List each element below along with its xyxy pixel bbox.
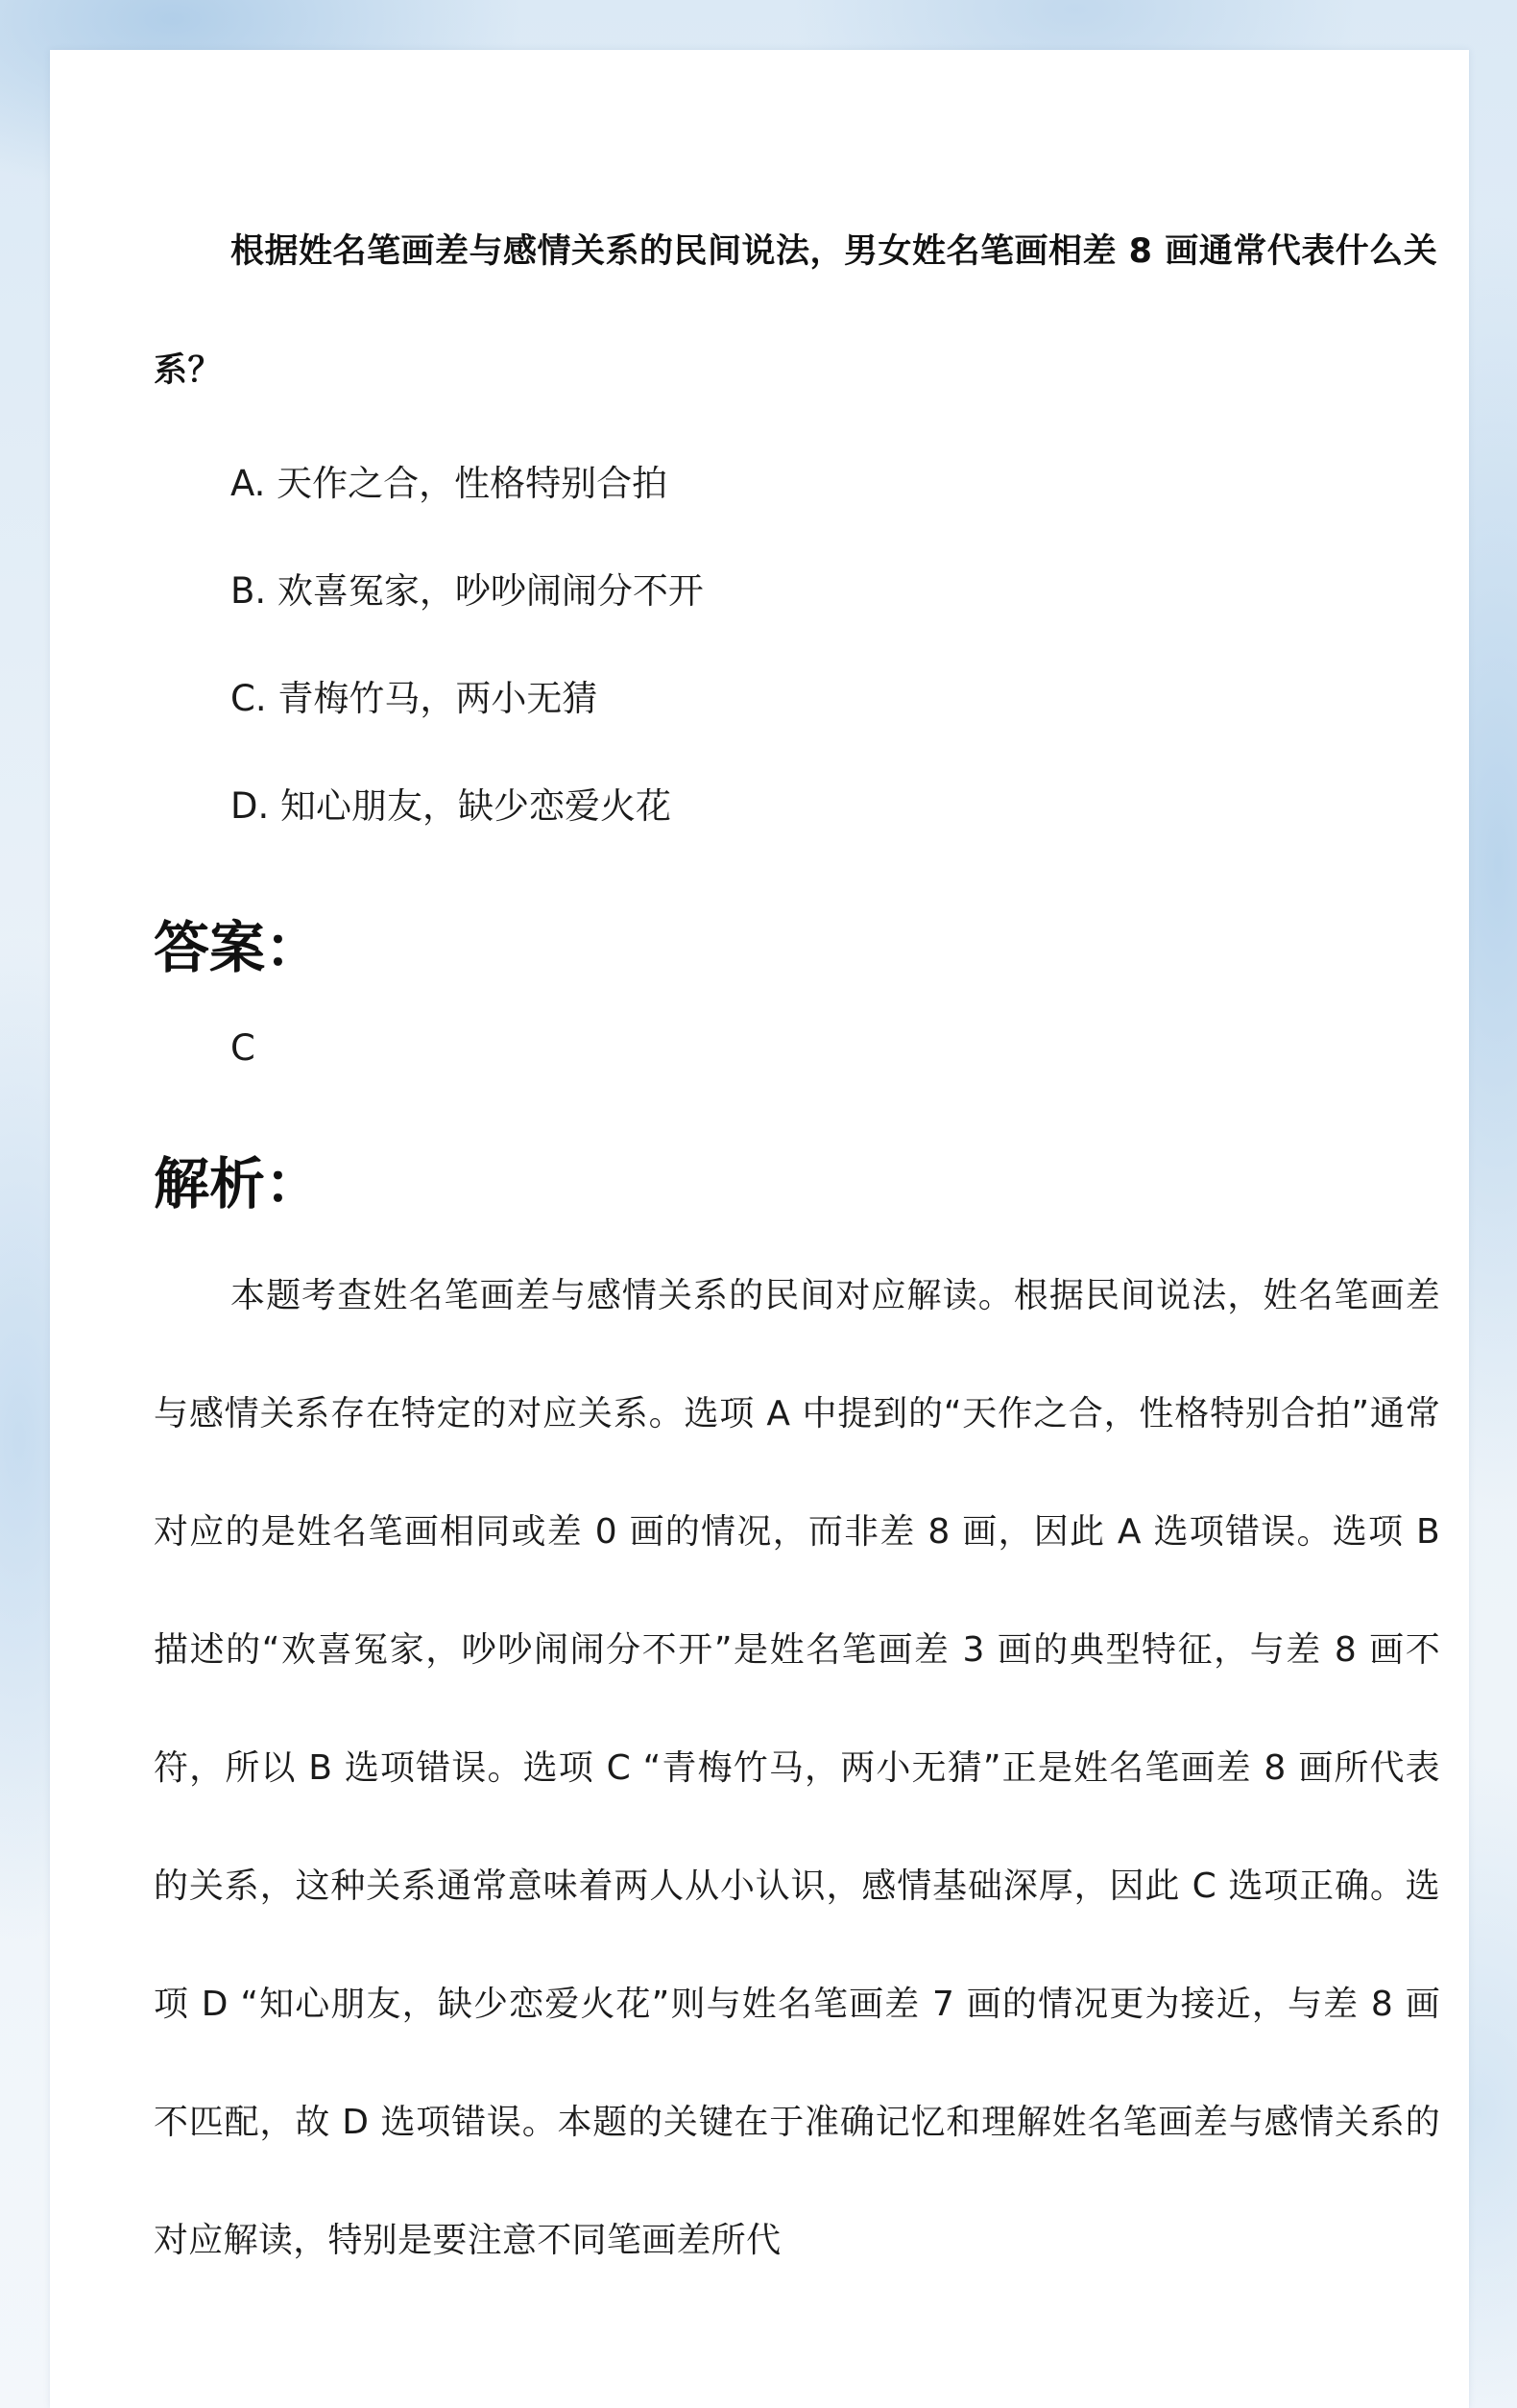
question-text: 根据姓名笔画差与感情关系的民间说法，男女姓名笔画相差 8 画通常代表什么关系？ bbox=[154, 232, 1438, 390]
option-list bbox=[154, 430, 1440, 860]
option-b: B. 欢喜冤家，吵吵闹闹分不开 bbox=[230, 570, 704, 612]
analysis-heading: 解析： bbox=[154, 1151, 322, 1216]
analysis-text: 本题考查姓名笔画差与感情关系的民间对应解读。根据民间说法，姓名笔画差与感情关系存在特定的对应关系。选项 A 中提到的“天作之合，性格特别合拍”通常对应的是姓名笔画相同或差 0 画的情况，而非差 8 画，因此 A 选项错误。选项 B 描述的“欢喜冤家，吵吵闹闹分不开”是姓名笔画差 3 画的典型特征，与差 8 画不符，所以 B 选项错误。选项 C “青梅竹马，两小无猜”正是姓名笔画差 8 画所代表的关系，这种关系通常意味着两人从小认识，感情基础深厚，因此 C 选项正确。选项 D “知心朋友，缺少恋爱火花”则与姓名笔画差 7 画的情况更为接近，与差 8 画不匹配，故 D 选项错误。本题的关键在于准确记忆和理解姓名笔画差与感情关系的对应解读，特别是要注意不同笔画差所代 bbox=[154, 1276, 1440, 2260]
answer-heading: 答案： bbox=[154, 915, 322, 980]
document-page bbox=[50, 50, 1469, 2408]
option-d: D. 知心朋友，缺少恋爱火花 bbox=[230, 785, 672, 827]
answer-value: C bbox=[230, 1027, 255, 1069]
option-a: A. 天作之合，性格特别合拍 bbox=[230, 463, 668, 504]
document-content bbox=[154, 192, 1440, 2300]
option-c: C. 青梅竹马，两小无猜 bbox=[230, 678, 598, 719]
